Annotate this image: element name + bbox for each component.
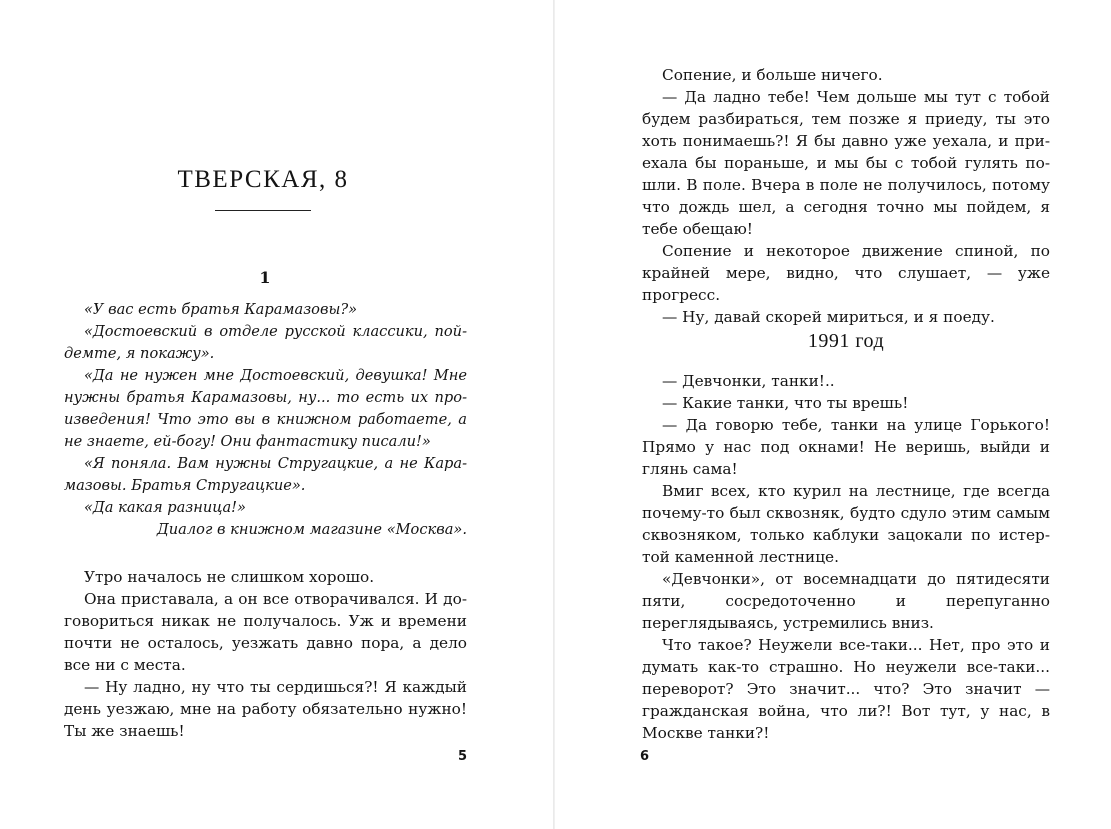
paragraph: Что такое? Неужели все-таки... Нет, про это и думать как-то страшно. Но неужели все-таки... переворот? Это значит... что? Это значит — гражданская война, что ли?! Вот тут, у нас, в Москве танки?!: [642, 636, 1050, 742]
epigraph-line: «Да не нужен мне Достоевский, девушка! Мне нужны братья Карамазовы, ну... то есть их произведения! Что это вы в книжном работаете, а не знаете, ей-богу! Они фантастику писали!»: [64, 367, 467, 450]
epigraph-line: «Я поняла. Вам нужны Стругацкие, а не Карамазовы. Братья Стругацкие».: [64, 455, 467, 494]
section-title: 1991 год: [807, 330, 885, 352]
epigraph-line: «У вас есть братья Карамазовы?»: [84, 301, 358, 318]
paragraph: Вмиг всех, кто курил на лестнице, где всегда почему-то был сквозняк, будто сдуло этим самым сквозняком, только каблуки зацокали по истертой каменной лестнице.: [642, 482, 1050, 566]
section-number: 1: [259, 268, 271, 287]
paragraph: — Да говорю тебе, танки на улице Горького! Прямо у нас под окнами! Не веришь, выйди и глянь сама!: [642, 416, 1050, 478]
paragraph: Сопение и некоторое движение спиной, по крайней мере, видно, что слушает, — уже прогресс.: [642, 242, 1050, 304]
epigraph-attribution: Диалог в книжном магазине «Москва».: [156, 521, 467, 538]
paragraph: Утро началось не слишком хорошо.: [84, 568, 375, 586]
left-page: [0, 0, 553, 829]
epigraph-line: «Да какая разница!»: [84, 499, 246, 516]
paragraph: Сопение, и больше ничего.: [662, 66, 883, 84]
paragraph: — Девчонки, танки!..: [662, 372, 835, 390]
paragraph: — Какие танки, что ты врешь!: [662, 394, 909, 412]
chapter-title: ТВЕРСКАЯ, 8: [177, 166, 349, 193]
epigraph-line: «Достоевский в отделе русской классики, пойдемте, я покажу».: [64, 323, 467, 362]
paragraph: — Ну, давай скорей мириться, и я поеду.: [662, 308, 995, 326]
paragraph: — Да ладно тебе! Чем дольше мы тут с тобой будем разбираться, тем позже я приеду, ты это хоть понимаешь?! Я бы давно уже уехала, и приехала бы пораньше, и мы бы с тобой гулять пошли. В поле. Вчера в поле не получилось, потому что дождь шел, а сегодня точно мы пойдем, я тебе обещаю!: [642, 88, 1050, 238]
page-number-left: 5: [458, 749, 468, 764]
right-body-text-bottom: [642, 370, 1050, 744]
title-rule: [215, 210, 311, 211]
paragraph: Она приставала, а он все отворачивался. И договориться никак не получалось. Уж и времени почти не осталось, уезжать давно пора, а дело все ни с места.: [64, 590, 467, 674]
paragraph: — Ну ладно, ну что ты сердишься?! Я каждый день уезжаю, мне на работу обязательно нужно! Ты же знаешь!: [64, 678, 467, 740]
epigraph: [64, 299, 467, 541]
left-body-text: [64, 566, 467, 742]
paragraph: «Девчонки», от восемнадцати до пятидесяти пяти, сосредоточенно и перепуганно переглядываясь, устремились вниз.: [642, 570, 1050, 632]
right-body-text-top: [642, 64, 1050, 328]
page-number-right: 6: [640, 749, 650, 764]
